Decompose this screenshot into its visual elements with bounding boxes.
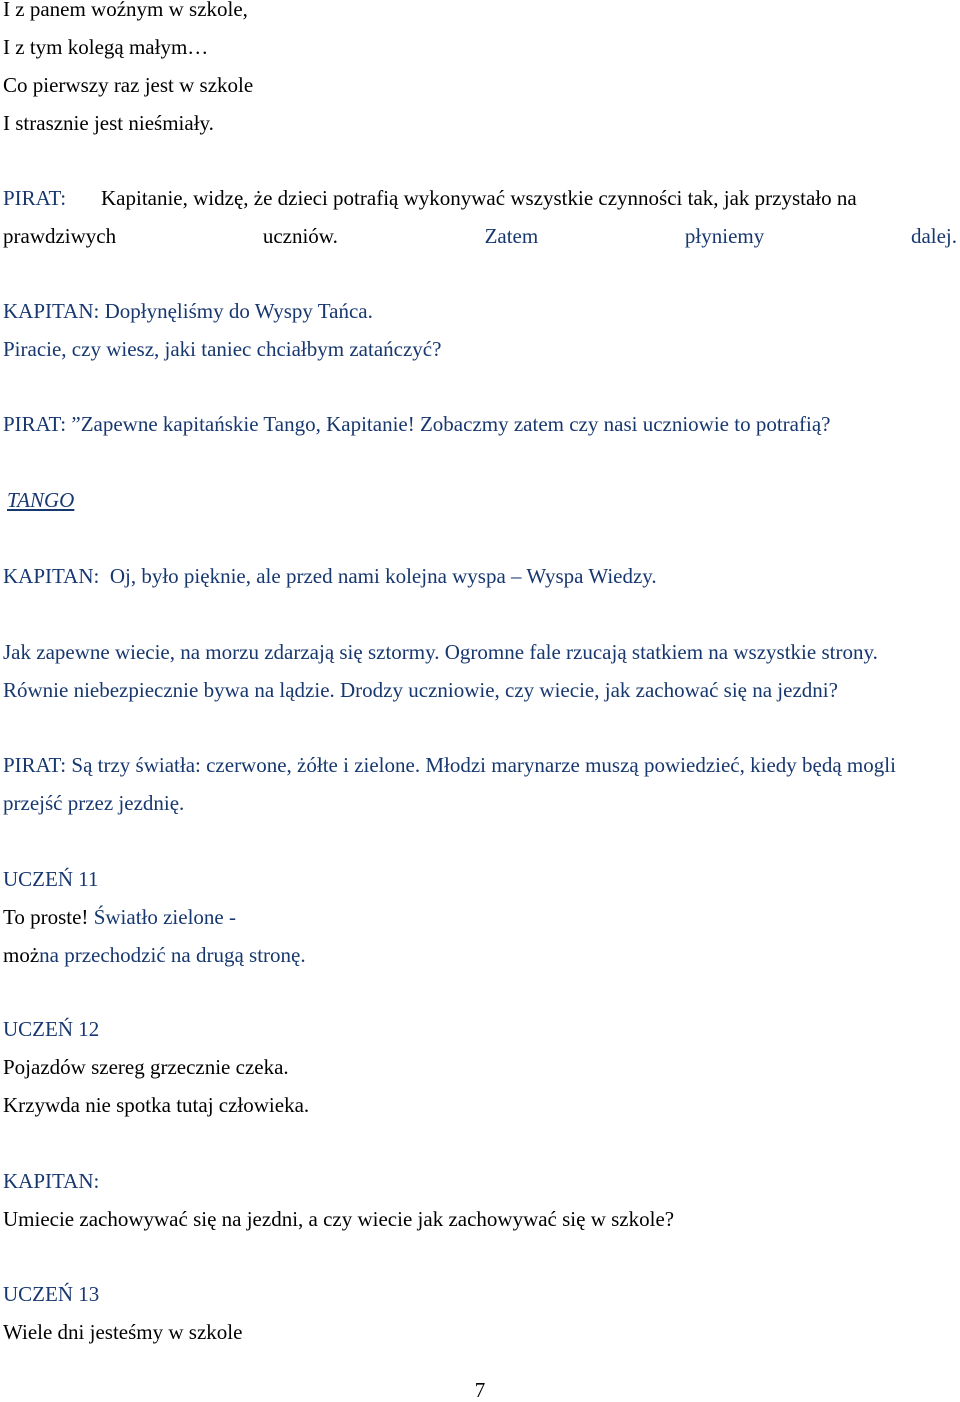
verse-line [3, 943, 306, 967]
paragraph-line [3, 678, 838, 702]
speaker-label: PIRAT: [3, 753, 67, 777]
paragraph-text: Dopłynęliśmy do Wyspy Tańca. [104, 299, 373, 323]
speaker-label: UCZEŃ 11 [3, 867, 99, 891]
paragraph-text: Drodzy uczniowie, czy wiecie, jak zachować się na jezdni? [340, 678, 838, 702]
speaker-label: KAPITAN: [3, 1169, 100, 1193]
speaker-label: UCZEŃ 13 [3, 1282, 100, 1306]
word: prawdziwych [3, 224, 117, 248]
verse-text: na przechodzić na drugą stronę. [39, 943, 306, 967]
verse-line [3, 905, 236, 929]
pirat-paragraph-line [3, 186, 857, 210]
speaker-label: PIRAT: [3, 412, 67, 436]
pirat-line [3, 753, 896, 777]
paragraph-text: Umiecie zachowywać się na jezdni, a czy wiecie jak zachowywać się w szkole? [3, 1207, 675, 1231]
kapitan-line [3, 564, 657, 588]
verse-line: Wiele dni jesteśmy w szkole [3, 1320, 243, 1344]
verse-text: Światło zielone - [93, 905, 236, 929]
verse-text: To proste! [3, 905, 94, 929]
paragraph-text: Kapitanie, widzę, że dzieci potrafią wykonywać wszystkie czynności tak, jak przystało na [101, 186, 857, 210]
paragraph-text: Zobaczmy zatem czy nasi uczniowie to potrafią? [419, 412, 831, 436]
paragraph-text: Oj, było pięknie, ale przed nami kolejna wyspa – Wyspa Wiedzy. [109, 564, 657, 588]
verse-line: Krzywda nie spotka tutaj człowieka. [3, 1093, 310, 1117]
verse-line: Pojazdów szereg grzecznie czeka. [3, 1055, 289, 1079]
paragraph-text: ”Zapewne kapitańskie Tango, Kapitanie! [66, 412, 420, 436]
speaker-label: UCZEŃ 12 [3, 1017, 100, 1041]
speaker-label: KAPITAN: [3, 564, 100, 588]
section-heading: TANGO [7, 488, 75, 512]
paragraph-text: Jak zapewne wiecie, na morzu zdarzają się sztormy. [3, 640, 445, 664]
word: uczniów. [262, 224, 338, 248]
poem-line: I strasznie jest nieśmiały. [3, 111, 214, 135]
word: płyniemy [684, 224, 765, 248]
poem-line: I z tym kolegą małym… [3, 35, 209, 59]
word: Zatem [484, 224, 539, 248]
paragraph-text: Równie niebezpiecznie bywa na lądzie. [3, 678, 341, 702]
paragraph-text: przejść przez jezdnię. [3, 791, 185, 815]
page-number: 7 [474, 1378, 486, 1402]
paragraph-text: Piracie, czy wiesz, jaki taniec chciałbym zatańczyć? [3, 337, 442, 361]
paragraph-text: Ogromne fale rzucają statkiem na wszystkie strony. [444, 640, 878, 664]
paragraph-text: Są trzy światła: czerwone, żółte i zielone. [71, 753, 426, 777]
kapitan-line [3, 299, 373, 323]
paragraph-text: Młodzi marynarze muszą powiedzieć, kiedy będą mogli [425, 753, 896, 777]
word: dalej. [910, 224, 957, 248]
speaker-label: PIRAT: [3, 186, 67, 210]
pirat-line [3, 412, 830, 436]
poem-line: I z panem woźnym w szkole, [3, 0, 248, 21]
poem-line: Co pierwszy raz jest w szkole [3, 73, 254, 97]
verse-text: moż [3, 943, 40, 967]
speaker-label: KAPITAN: [3, 299, 100, 323]
justified-line [3, 224, 957, 248]
paragraph-line [3, 640, 878, 664]
